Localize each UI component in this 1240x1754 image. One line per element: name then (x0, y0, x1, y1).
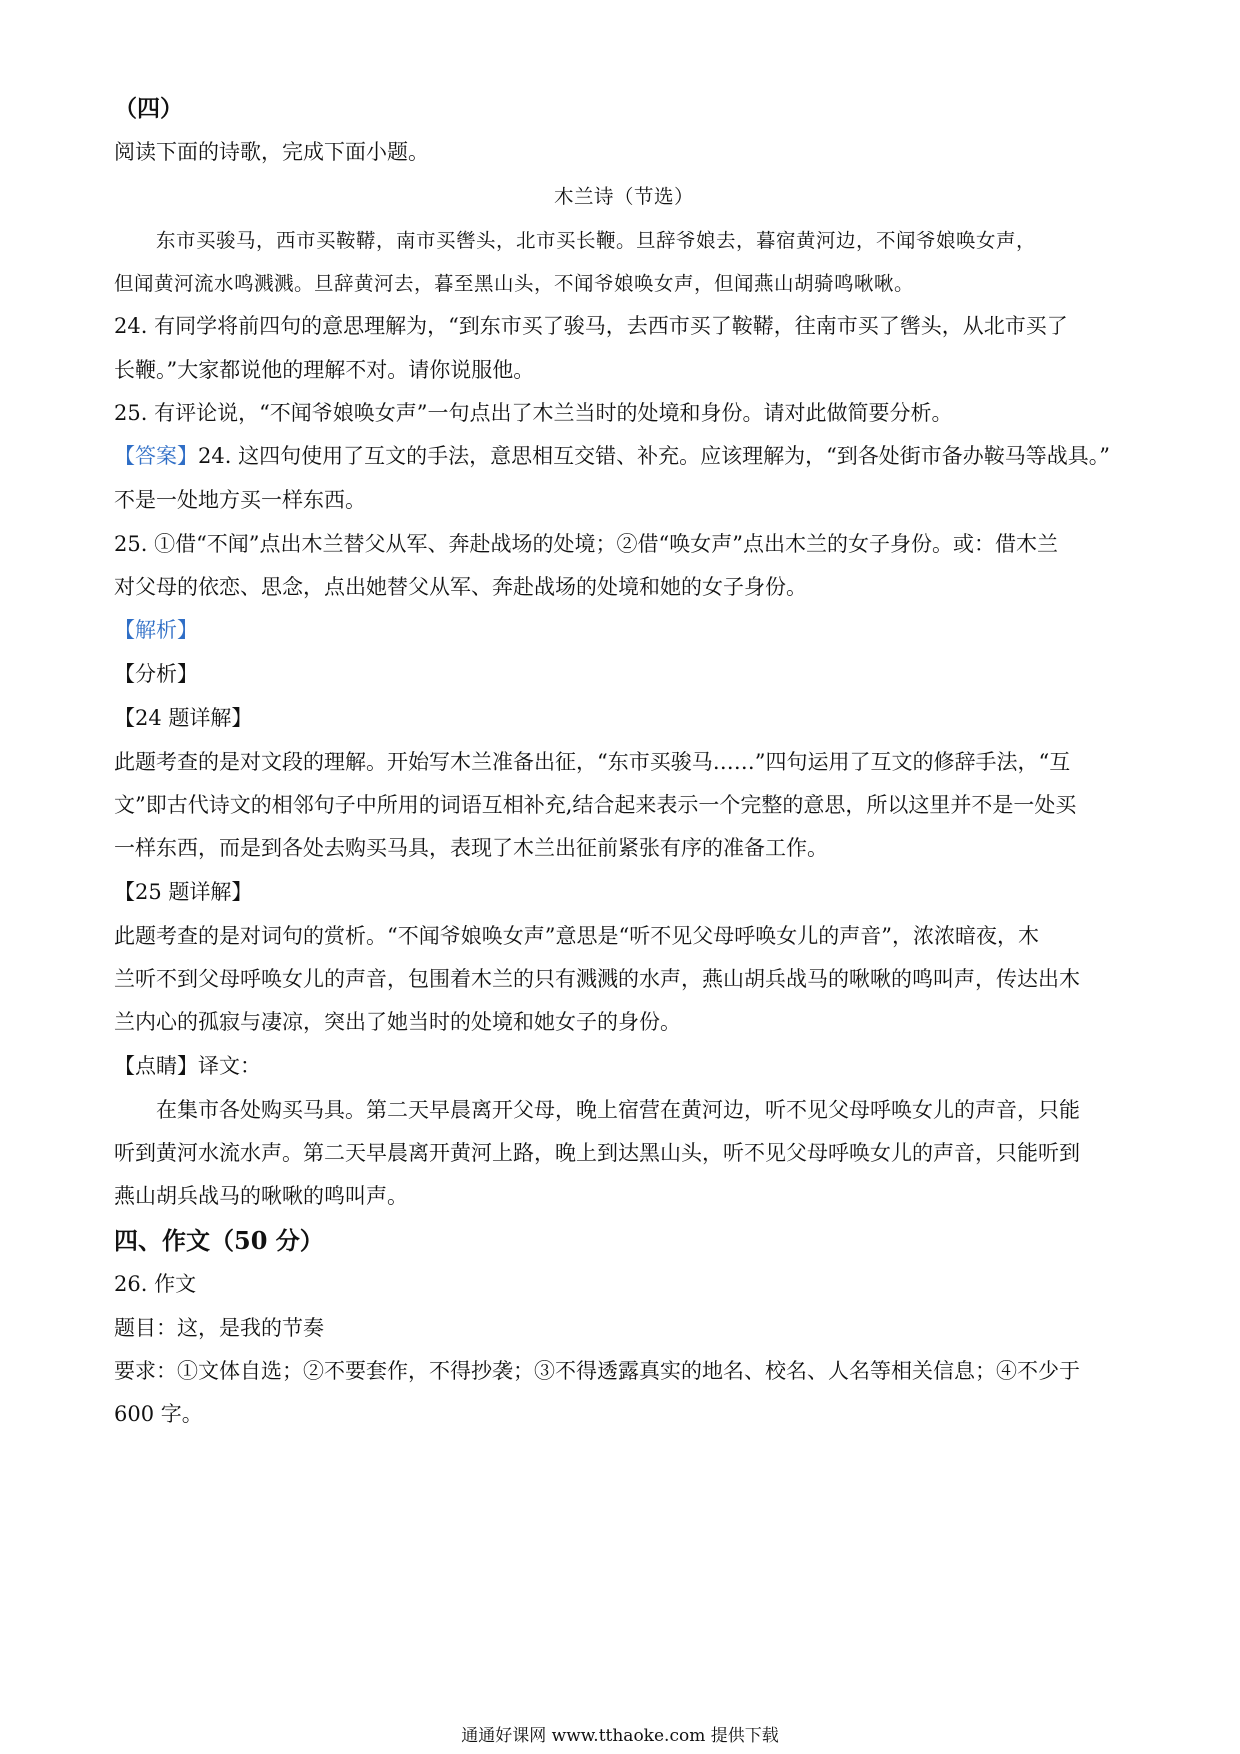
page-footer: 通通好课网 www.tthaoke.com 提供下载 (461, 1726, 779, 1746)
q24-detail-line-3: 一样东西，而是到各处去购买马具，表现了木兰出征前紧张有序的准备工作。 (114, 836, 828, 860)
dianjing-label: 【点睛】译文： (114, 1054, 261, 1078)
q25-detail-line-2: 兰听不到父母呼唤女儿的声音，包围着木兰的只有溅溅的水声，燕山胡兵战马的啾啾的鸣叫声，传达出木 (114, 967, 1080, 991)
poem-line-2: 但闻黄河流水鸣溅溅。旦辞黄河去，暮至黑山头，不闻爷娘唤女声，但闻燕山胡骑鸣啾啾。 (114, 272, 915, 295)
translation-line-1: 在集市各处购买马具。第二天早晨离开父母，晚上宿营在黄河边，听不见父母呼唤女儿的声音，只能 (156, 1098, 1080, 1122)
poem-title: 木兰诗（节选） (553, 185, 694, 208)
fenxi-label: 【分析】 (114, 662, 198, 686)
q24-detail-line-2: 文”即古代诗文的相邻句子中所用的词语互相补充,结合起来表示一个完整的意思，所以这里并不是一处买 (114, 793, 1077, 817)
essay-question-26: 26. 作文 (114, 1272, 197, 1296)
poem-line-1: 东市买骏马，西市买鞍鞯，南市买辔头，北市买长鞭。旦辞爷娘去，暮宿黄河边，不闻爷娘唤女声， (156, 229, 1037, 252)
essay-requirements-line-1: 要求：①文体自选；②不要套作，不得抄袭；③不得透露真实的地名、校名、人名等相关信息；④不少于 (114, 1359, 1080, 1383)
q25-detail-line-3: 兰内心的孤寂与凄凉，突出了她当时的处境和她女子的身份。 (114, 1010, 681, 1034)
section-iv-title: （四） (114, 95, 183, 122)
question-24-line-1: 24. 有同学将前四句的意思理解为，“到东市买了骏马，去西市买了鞍鞯，往南市买了辔头，从北市买了 (114, 314, 1068, 338)
answer-24-line-1 (114, 432, 1134, 481)
answer-tag: 【答案】 (114, 444, 198, 468)
translation-line-2: 听到黄河水流水声。第二天早晨离开黄河上路，晚上到达黑山头，听不见父母呼唤女儿的声音，只能听到 (114, 1141, 1080, 1165)
answer-24-text: 24. 这四句使用了互文的手法，意思相互交错、补充。应该理解为，“到各处街市备办鞍马等战具。” (198, 444, 1111, 468)
analysis-tag: 【解析】 (114, 618, 198, 642)
essay-section-title: 四、作文（50 分） (114, 1226, 324, 1255)
question-25: 25. 有评论说，“不闻爷娘唤女声”一句点出了木兰当时的处境和身份。请对此做简要分析。 (114, 401, 953, 425)
essay-requirements-line-2: 600 字。 (114, 1402, 203, 1426)
essay-topic: 题目：这，是我的节奏 (114, 1316, 324, 1340)
answer-25-line-1: 25. ①借“不闻”点出木兰替父从军、奔赴战场的处境；②借“唤女声”点出木兰的女子身份。或：借木兰 (114, 532, 1059, 556)
q24-detail-title: 【24 题详解】 (114, 706, 253, 730)
q25-detail-line-1: 此题考查的是对词句的赏析。“不闻爷娘唤女声”意思是“听不见父母呼唤女儿的声音”，浓浓暗夜，木 (114, 924, 1039, 948)
q24-detail-line-1: 此题考查的是对文段的理解。开始写木兰准备出征，“东市买骏马……”四句运用了互文的修辞手法，“互 (114, 750, 1071, 774)
translation-line-3: 燕山胡兵战马的啾啾的鸣叫声。 (114, 1184, 408, 1208)
instruction-text: 阅读下面的诗歌，完成下面小题。 (114, 140, 429, 164)
question-24-line-2: 长鞭。”大家都说他的理解不对。请你说服他。 (114, 358, 535, 382)
q25-detail-title: 【25 题详解】 (114, 880, 253, 904)
answer-24-line-2: 不是一处地方买一样东西。 (114, 488, 366, 512)
answer-25-line-2: 对父母的依恋、思念，点出她替父从军、奔赴战场的处境和她的女子身份。 (114, 575, 807, 599)
